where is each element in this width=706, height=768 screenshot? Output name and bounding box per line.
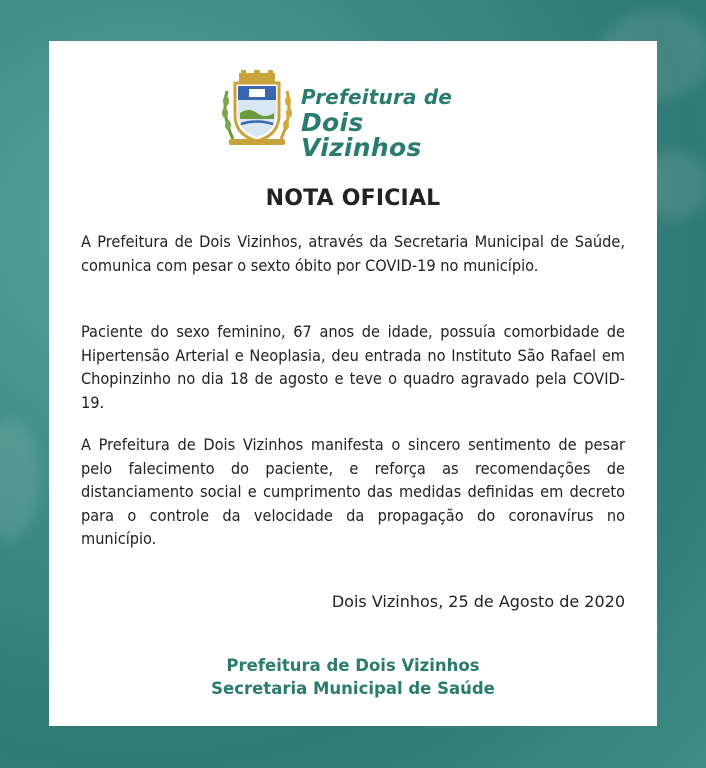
document-title: NOTA OFICIAL (265, 186, 441, 211)
logo-text (301, 87, 489, 160)
signature-line-2: Secretaria Municipal de Saúde (211, 679, 495, 698)
signature-line-1: Prefeitura de Dois Vizinhos (226, 656, 480, 675)
paragraph-1: A Prefeitura de Dois Vizinhos, através da Secretaria Municipal de Saúde, comunica com pesar o sexto óbito por COVID-19 no município. (81, 232, 625, 275)
background-blur-spot (0, 420, 40, 540)
prefeitura-logo (219, 69, 489, 162)
logo-line-2: Dois Vizinhos (301, 108, 422, 162)
signature-block (49, 654, 657, 700)
logo-line-1: Prefeitura de (301, 85, 453, 109)
paragraph-3: A Prefeitura de Dois Vizinhos manifesta o sincero sentimento de pesar pelo falecimento do paciente, e reforça as recomendações de distanciamento social e cumprimento das medidas definidas em decreto para o controle da velocidade da propagação do coronavírus no município. (81, 435, 625, 548)
date-line: Dois Vizinhos, 25 de Agosto de 2020 (331, 592, 625, 611)
municipal-coat-of-arms-icon (219, 69, 295, 147)
official-note-card (49, 41, 657, 726)
paragraph-2: Paciente do sexo feminino, 67 anos de idade, possuía comorbidade de Hipertensão Arterial e Neoplasia, deu entrada no Instituto São Rafael em Chopinzinho no dia 18 de agosto e teve o quadro agravado pela COVID-19. (81, 322, 625, 412)
